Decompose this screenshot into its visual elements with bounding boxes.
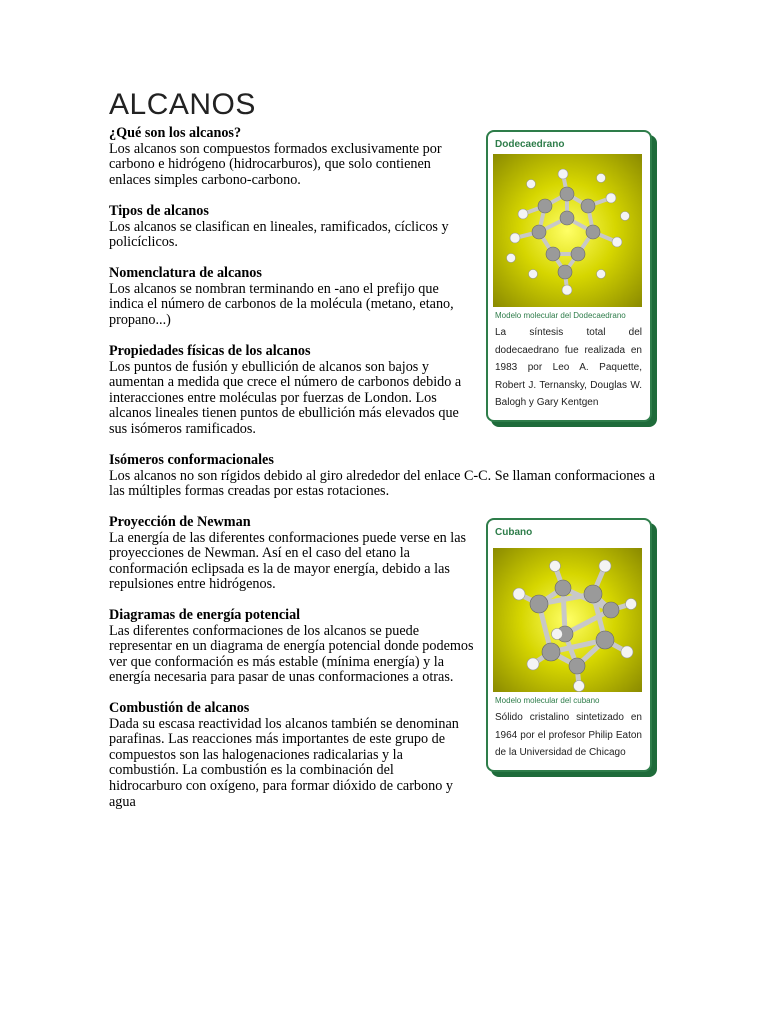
molecule-illustration <box>493 548 642 692</box>
section-heading: Isómeros conformacionales <box>109 452 274 468</box>
section-heading: Combustión de alcanos <box>109 700 250 716</box>
section-heading: Diagramas de energía potencial <box>109 607 301 623</box>
section-body: Las diferentes conformaciones de los alcanos se puede representar en un diagrama de energía potencial donde podemos ver que conformación es más estable (mínima energía) y la energía necesaria para pasar de unas conformaciones a otras. <box>109 622 474 686</box>
section-body: La energía de las diferentes conformaciones puede verse en las proyecciones de Newman. Así en el caso del etano la conformación eclipsada es la de mayor energía, debido a las repulsiones entre hidrógenos. <box>109 529 467 593</box>
card-title: Cubano <box>495 527 533 538</box>
section-combustion <box>109 701 465 810</box>
card-caption: Modelo molecular del cubano <box>495 696 600 705</box>
section-que-son <box>109 126 449 188</box>
card-dodecaedrano <box>486 130 652 422</box>
section-body: Los puntos de fusión y ebullición de alcanos son bajos y aumentan a medida que crece el número de carbonos debido a interacciones entre moléculas por fuerzas de London. Los alcanos lineales tienen puntos de ebullición más elevados que sus isómeros ramificados. <box>109 358 462 437</box>
section-isomeros <box>109 453 661 500</box>
card-text: La síntesis total del dodecaedrano fue realizada en 1983 por Leo A. Paquette, Robert J. Ternansky, Douglas W. Balogh y Gary Kentgen <box>495 327 642 408</box>
cubane-molecule-image <box>493 548 642 692</box>
section-heading: Tipos de alcanos <box>109 203 209 219</box>
section-heading: Proyección de Newman <box>109 514 251 530</box>
section-heading: Nomenclatura de alcanos <box>109 265 262 281</box>
section-body: Dada su escasa reactividad los alcanos también se denominan parafinas. Las reacciones más importantes de este grupo de compuestos son las halogenaciones radicalarias y la combustión. La combustión es la combinación del hidrocarburo con oxígeno, para formar dióxido de carbono y agua <box>109 715 459 810</box>
section-body: Los alcanos no son rígidos debido al giro alrededor del enlace C-C. Se llaman conformaciones a las múltiples formas creadas por estas rotaciones. <box>109 467 656 500</box>
molecule-illustration <box>493 154 642 307</box>
card-text: Sólido cristalino sintetizado en 1964 por el profesor Philip Eaton de la Universidad de Chicago <box>495 712 642 758</box>
card-title: Dodecaedrano <box>495 139 565 150</box>
dodecahedrane-molecule-image <box>493 154 642 307</box>
section-heading: Propiedades físicas de los alcanos <box>109 343 311 359</box>
section-propiedades <box>109 344 465 438</box>
card-caption: Modelo molecular del Dodecaedrano <box>495 311 626 320</box>
section-newman <box>109 515 471 593</box>
section-heading: ¿Qué son los alcanos? <box>109 125 242 141</box>
section-tipos <box>109 204 459 251</box>
page-title: ALCANOS <box>109 88 256 121</box>
card-cubano <box>486 518 652 772</box>
section-diagramas <box>109 608 479 686</box>
section-body: Los alcanos son compuestos formados exclusivamente por carbono e hidrógeno (hidrocarburos), que solo contienen enlaces simples carbono-carbono. <box>109 140 442 188</box>
section-body: Los alcanos se nombran terminando en -ano el prefijo que indica el número de carbonos de la molécula (metano, etano, propano...) <box>109 280 454 328</box>
section-body: Los alcanos se clasifican en lineales, ramificados, cíclicos y policíclicos. <box>109 218 449 251</box>
section-nomenclatura <box>109 266 461 328</box>
